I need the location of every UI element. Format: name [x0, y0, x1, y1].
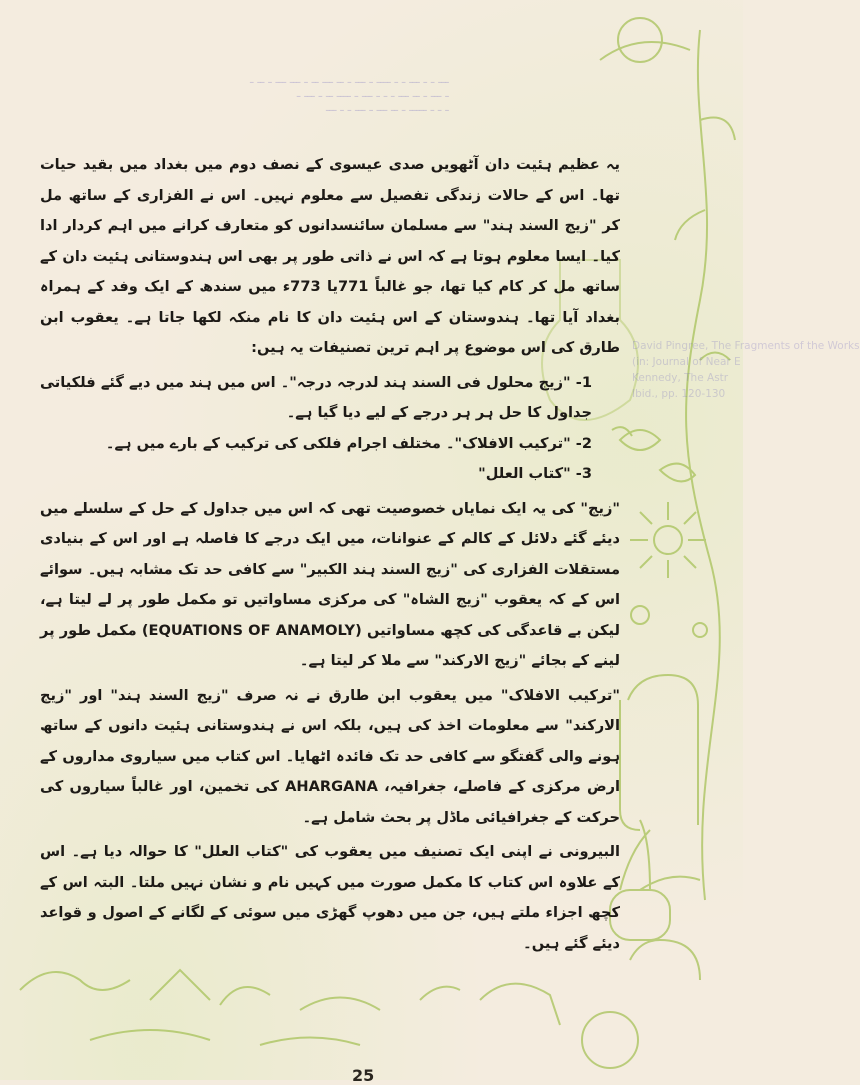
page-number: 25 — [352, 1066, 375, 1085]
article-body — [40, 150, 620, 959]
body-paragraph: "ترکیب الافلاک" میں یعقوب ابن طارق نے نہ صرف "زیج السند ہند" اور "زیج الارکند" سے معلومات اخذ کی ہیں، بلکہ اس نے ہندوستانی ہئیت دانوں کے ساتھ ہونے والی گفتگو سے کافی حد تک فائدہ اٹھایا۔ اس کتاب میں سیاروی مداروں کے ارض مرکزی کے فاصلے، جغرافیہ، AHARGANA کی تخمین، اور غالباً سیاروں کی حرکت کے جغرافیائی ماڈل پر بحث شامل ہے۔ — [40, 686, 620, 826]
list-item: 2- "ترکیب الافلاک"۔ مختلف اجرام فلکی کی ترکیب کے بارے میں ہے۔ — [105, 434, 592, 452]
list-item: 1- "زیج محلول فی السند ہند لدرجہ درجہ"۔ اس میں ہند میں دیے گئے فلکیاتی جداول کا حل ہر ہر درجے کے لیے دیا گیا ہے۔ — [40, 373, 592, 421]
flower-icon — [654, 526, 682, 554]
plant-icon — [620, 820, 700, 890]
bleed-through-text: ـ ــ ـ ـــ ـــ ـ ــ ـــ ــ ـ ـــ ـ ــــ ـ ـ ـــ ـ ـ ـــ ـ ـــ ـ ــ ــــ ـ ـــ ـ ـ ـ ـــ ــ ـ ـــ ـ ـــ ـ ـ ـــ ـ ـــ ــ ـ ـــــ ـ ـ ـ — [250, 72, 449, 114]
body-paragraph: "زیج" کی یہ ایک نمایاں خصوصیت تھی کہ اس میں جداول کے حل کے سلسلے میں دیئے گئے دلائل کے کالم کے عنوانات، میں ایک درجے کا فاصلہ ہے اور اس کے بنیادی مستقلات الفزاری کی "زیج السند ہند الکبیر" سے کافی حد تک مشابہ ہیں۔ سوائے اس کے کہ یعقوب "زیج الشاہ" کی مرکزی مساواتیں تو مکمل طور پر لے لیتا ہے، لیکن بے قاعدگی کی کچھ مساواتیں (EQUATIONS OF ANAMOLY) مکمل طور پر لینے کے بجائے "زیج الارکند" سے ملا کر لیتا ہے۔ — [40, 499, 620, 669]
bleed-line: David Pingree, The Fragments of the Works — [632, 340, 860, 352]
body-paragraph: البیرونی نے اپنی ایک تصنیف میں یعقوب کی "کتاب العلل" کا حوالہ دیا ہے۔ اس کے علاوہ اس کتاب کا مکمل صورت میں کہیں نام و نشان نہیں ملتا۔ البتہ اس کے کچھ اجزاء ملتے ہیں، جن میں دھوپ گھڑی میں سوئی کے لگانے کے اصول و قواعد دیئے گئے ہیں۔ — [40, 843, 620, 952]
intro-paragraph: یہ عظیم ہئیت دان آٹھویں صدی عیسوی کے نصف دوم میں بغداد میں بقید حیات تھا۔ اس کے حالات زندگی تفصیل سے معلوم نہیں۔ اس نے الفزاری کے ساتھ مل کر "زیج السند ہند" سے مسلمان سائنسدانوں کو متعارف کرانے میں اہم کردار ادا کیا۔ ایسا معلوم ہوتا ہے کہ اس نے ذاتی طور پر بھی اس ہندوستانی ہئیت دان کے ساتھ مل کر کام کیا تھا، جو غالباً 771یا 773ء میں سندھ کے ایک وفد کے ہمراہ بغداد آیا تھا۔ ہندوستان کے اس ہئیت دان کا نام منکہ لکھا جاتا ہے۔ یعقوب ابن طارق کی اس موضوع پر اہم ترین تصنیفات یہ ہیں: — [40, 156, 620, 356]
bleed-line: Kennedy, The Astr — [632, 372, 729, 384]
bleed-line: Ibid., pp. 120-130 — [632, 388, 726, 400]
leaf-icon — [620, 430, 660, 450]
flask-icon — [618, 18, 662, 62]
pipe-icon — [628, 675, 698, 825]
bleed-through-references — [632, 338, 860, 402]
list-item: 3- "کتاب العلل" — [478, 465, 592, 482]
bird-icon — [20, 972, 130, 990]
bleed-line: (in: Journal of Near E — [632, 356, 741, 368]
vine-stem-icon — [686, 30, 720, 900]
